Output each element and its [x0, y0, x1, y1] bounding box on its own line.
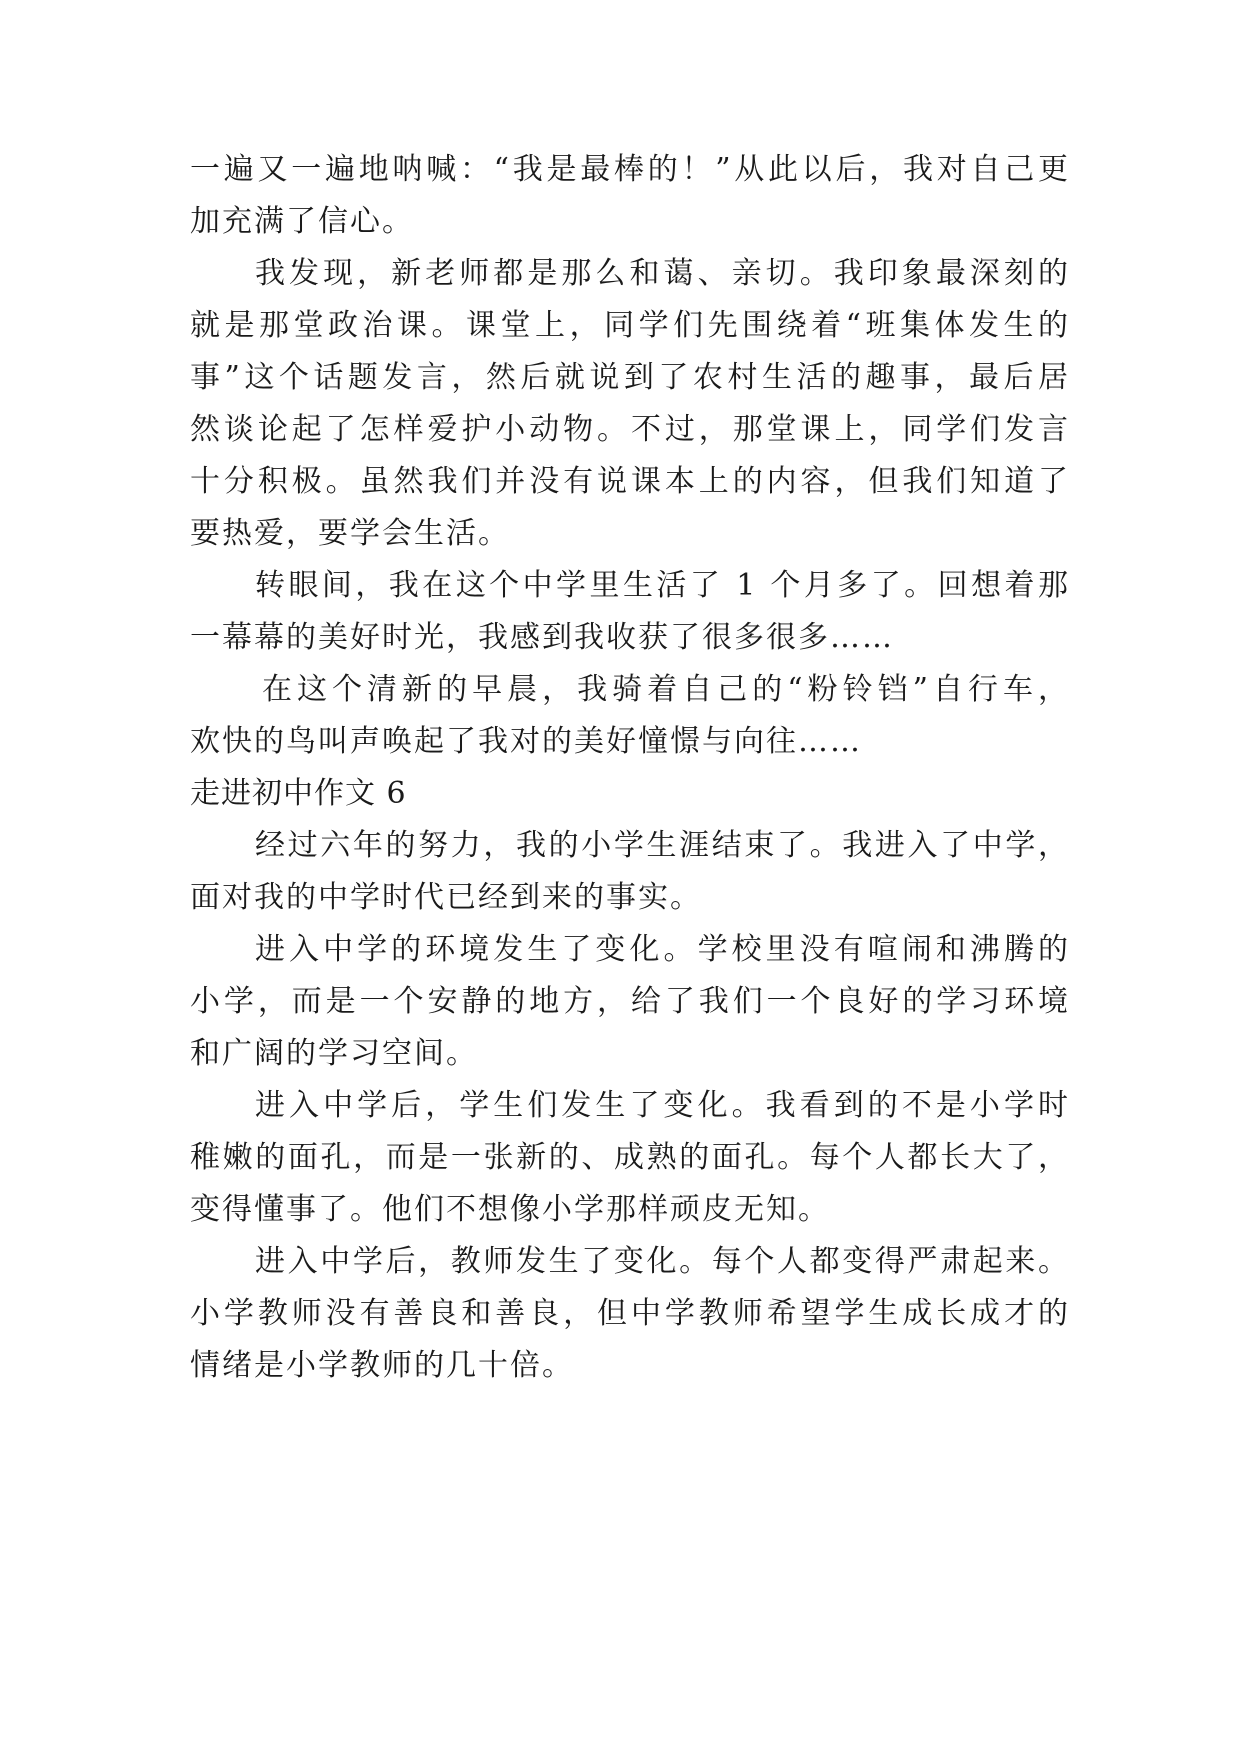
text-line: 欢快的鸟叫声唤起了我对的美好憧憬与向往…… — [190, 724, 862, 759]
text-line: 小学教师没有善良和善良，但中学教师希望学生成长成才的 — [190, 1296, 1070, 1331]
text-line: 加充满了信心。 — [190, 204, 414, 239]
paragraph-start: 进入中学的环境发生了变化。学校里没有喧闹和沸腾的 — [255, 932, 1070, 967]
text-line: 小学，而是一个安静的地方，给了我们一个良好的学习环境 — [190, 984, 1070, 1019]
text-line: 要热爱，要学会生活。 — [190, 516, 510, 551]
paragraph-start: 转眼间，我在这个中学里生活了 1 个月多了。回想着那 — [255, 568, 1070, 603]
text-line: 就是那堂政治课。课堂上，同学们先围绕着“班集体发生的 — [190, 308, 1070, 343]
paragraph-start: 进入中学后，学生们发生了变化。我看到的不是小学时 — [255, 1088, 1070, 1123]
text-line: 一幕幕的美好时光，我感到我收获了很多很多…… — [190, 620, 894, 655]
text-line: 稚嫩的面孔，而是一张新的、成熟的面孔。每个人都长大了， — [190, 1140, 1070, 1175]
paragraph-start: 在这个清新的早晨，我骑着自己的“粉铃铛”自行车， — [262, 672, 1070, 707]
text-line: 事”这个话题发言，然后就说到了农村生活的趣事，最后居 — [190, 360, 1070, 395]
paragraph-start: 进入中学后，教师发生了变化。每个人都变得严肃起来。 — [255, 1244, 1070, 1279]
text-line: 十分积极。虽然我们并没有说课本上的内容，但我们知道了 — [190, 464, 1070, 499]
text-line: 变得懂事了。他们不想像小学那样顽皮无知。 — [190, 1192, 830, 1227]
text-line: 和广阔的学习空间。 — [190, 1036, 478, 1071]
text-line: 面对我的中学时代已经到来的事实。 — [190, 880, 702, 915]
section-heading: 走进初中作文 6 — [190, 776, 407, 811]
text-line: 情绪是小学教师的几十倍。 — [190, 1348, 574, 1383]
paragraph-start: 经过六年的努力，我的小学生涯结束了。我进入了中学， — [255, 828, 1070, 863]
paragraph-start: 我发现，新老师都是那么和蔼、亲切。我印象最深刻的 — [255, 256, 1070, 291]
text-line: 然谈论起了怎样爱护小动物。不过，那堂课上，同学们发言 — [190, 412, 1070, 447]
text-line: 一遍又一遍地呐喊：“我是最棒的！”从此以后，我对自己更 — [190, 152, 1070, 187]
